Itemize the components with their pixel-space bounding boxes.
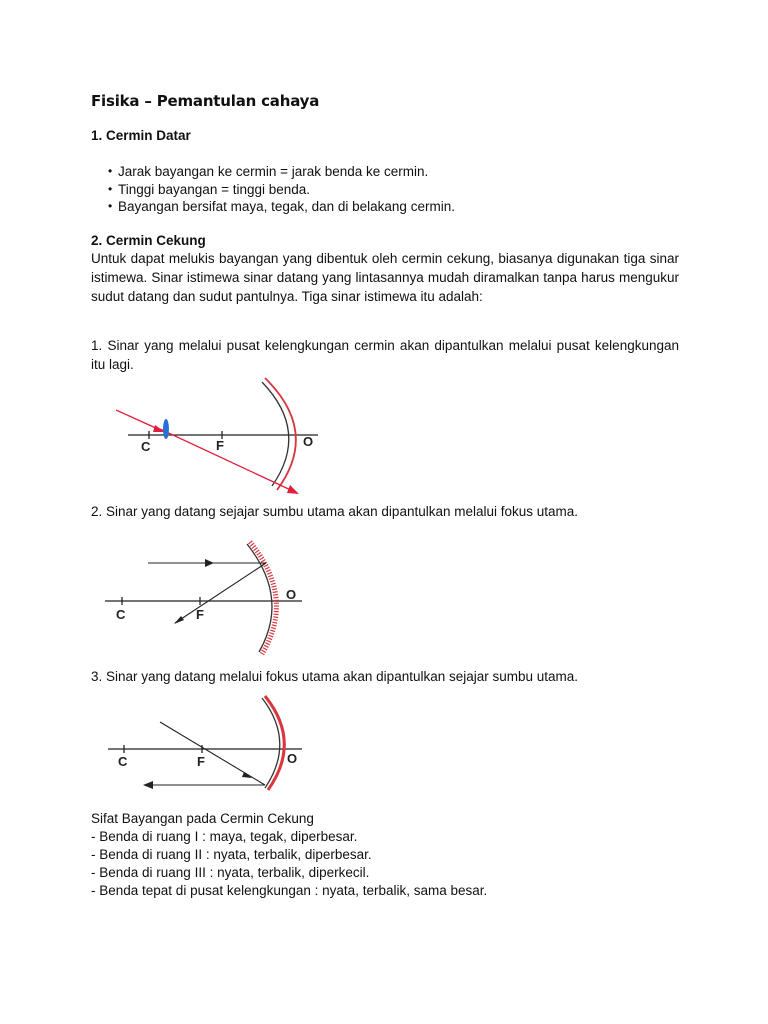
rule-1-text: 1. Sinar yang melalui pusat kelengkungan cermin akan dipantulkan melalui pusat kelengkungan itu lagi. — [91, 338, 679, 372]
diagram-ray-parallel-to-axis — [0, 538, 768, 658]
incident-ray-arrow — [205, 559, 214, 567]
property-item: - Benda di ruang III : nyata, terbalik, diperkecil. — [91, 865, 370, 880]
diagram-ray-through-focus — [0, 690, 768, 802]
concave-mirror-arc — [247, 544, 272, 652]
incident-ray — [160, 722, 265, 785]
plane-mirror-bullet-list — [91, 163, 455, 216]
property-item: - Benda di ruang II : nyata, terbalik, diperbesar. — [91, 847, 372, 862]
rule-3-text: 3. Sinar yang datang melalui fokus utama akan dipantulkan sejajar sumbu utama. — [91, 669, 579, 684]
label-f: F — [216, 438, 224, 453]
properties-heading: Sifat Bayangan pada Cermin Cekung — [91, 811, 314, 826]
label-f: F — [197, 754, 205, 769]
reflected-ray-arrow — [287, 485, 299, 494]
property-item: - Benda tepat di pusat kelengkungan : nyata, terbalik, sama besar. — [91, 883, 488, 898]
section-heading-concave-mirror: 2. Cermin Cekung — [91, 233, 206, 248]
label-c: C — [141, 439, 151, 454]
label-f: F — [196, 607, 204, 622]
mirror-hatching — [250, 542, 276, 654]
label-o: O — [303, 434, 314, 449]
mirror-reflective-arc — [265, 696, 284, 790]
bullet-item: • Tinggi bayangan = tinggi benda. — [91, 181, 455, 199]
concave-intro-paragraph: Untuk dapat melukis bayangan yang dibentuk oleh cermin cekung, biasanya digunakan tiga sinar istimewa. Sinar istimewa sinar datang yang lintasannya mudah diramalkan tanpa harus mengukur sudut datang dan sudut pantulnya. Tiga sinar istimewa itu adalah: — [91, 251, 679, 304]
section-heading-plane-mirror: 1. Cermin Datar — [91, 128, 191, 143]
incident-ray — [116, 410, 158, 429]
page-title: Fisika – Pemantulan cahaya — [91, 92, 320, 110]
concave-mirror-arc — [262, 382, 289, 486]
object-marker — [163, 419, 169, 439]
reflected-ray — [160, 429, 295, 492]
label-c: C — [118, 754, 128, 769]
bullet-item: • Bayangan bersifat maya, tegak, dan di belakang cermin. — [91, 198, 455, 216]
label-o: O — [287, 751, 298, 766]
property-item: - Benda di ruang I : maya, tegak, diperbesar. — [91, 829, 358, 844]
reflected-ray-arrow — [143, 781, 153, 789]
label-o: O — [286, 587, 297, 602]
incident-ray-arrow — [242, 772, 252, 778]
label-c: C — [116, 607, 126, 622]
diagram-ray-through-center — [0, 372, 768, 502]
rule-2-text: 2. Sinar yang datang sejajar sumbu utama akan dipantulkan melalui fokus utama. — [91, 504, 579, 519]
bullet-item: • Jarak bayangan ke cermin = jarak benda ke cermin. — [91, 163, 455, 181]
reflected-ray — [175, 563, 266, 623]
reflected-ray-arrow — [174, 616, 184, 624]
